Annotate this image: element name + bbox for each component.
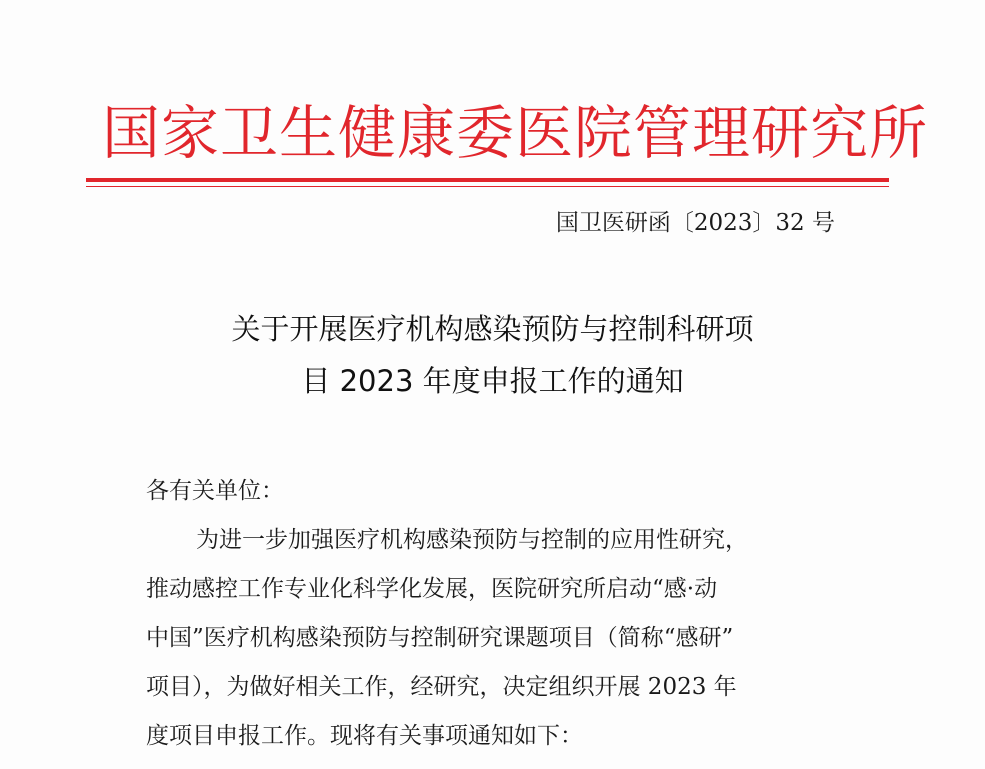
body-paragraph-line: 中国”医疗机构感染预防与控制研究课题项目（简称“感研” xyxy=(146,625,734,651)
header-red-rule xyxy=(86,178,889,182)
document-number: 国卫医研函〔2023〕32 号 xyxy=(555,210,835,236)
body-paragraph-line: 为进一步加强医疗机构感染预防与控制的应用性研究， xyxy=(196,527,748,553)
body-paragraph-line: 度项目申报工作。现将有关事项通知如下： xyxy=(146,723,583,749)
salutation: 各有关单位： xyxy=(146,478,284,504)
body-paragraph-line: 项目），为做好相关工作，经研究，决定组织开展 2023 年 xyxy=(146,674,737,700)
document-title xyxy=(140,303,845,407)
document-title-line-2: 目 2023 年度申报工作的通知 xyxy=(301,364,684,398)
document-title-line-1: 关于开展医疗机构感染预防与控制科研项 xyxy=(231,312,754,346)
issuing-organization-header: 国家卫生健康委医院管理研究所 xyxy=(102,99,929,167)
body-paragraph-line: 推动感控工作专业化科学化发展，医院研究所启动“感·动 xyxy=(146,576,718,602)
header-red-rule-thin xyxy=(86,186,889,187)
